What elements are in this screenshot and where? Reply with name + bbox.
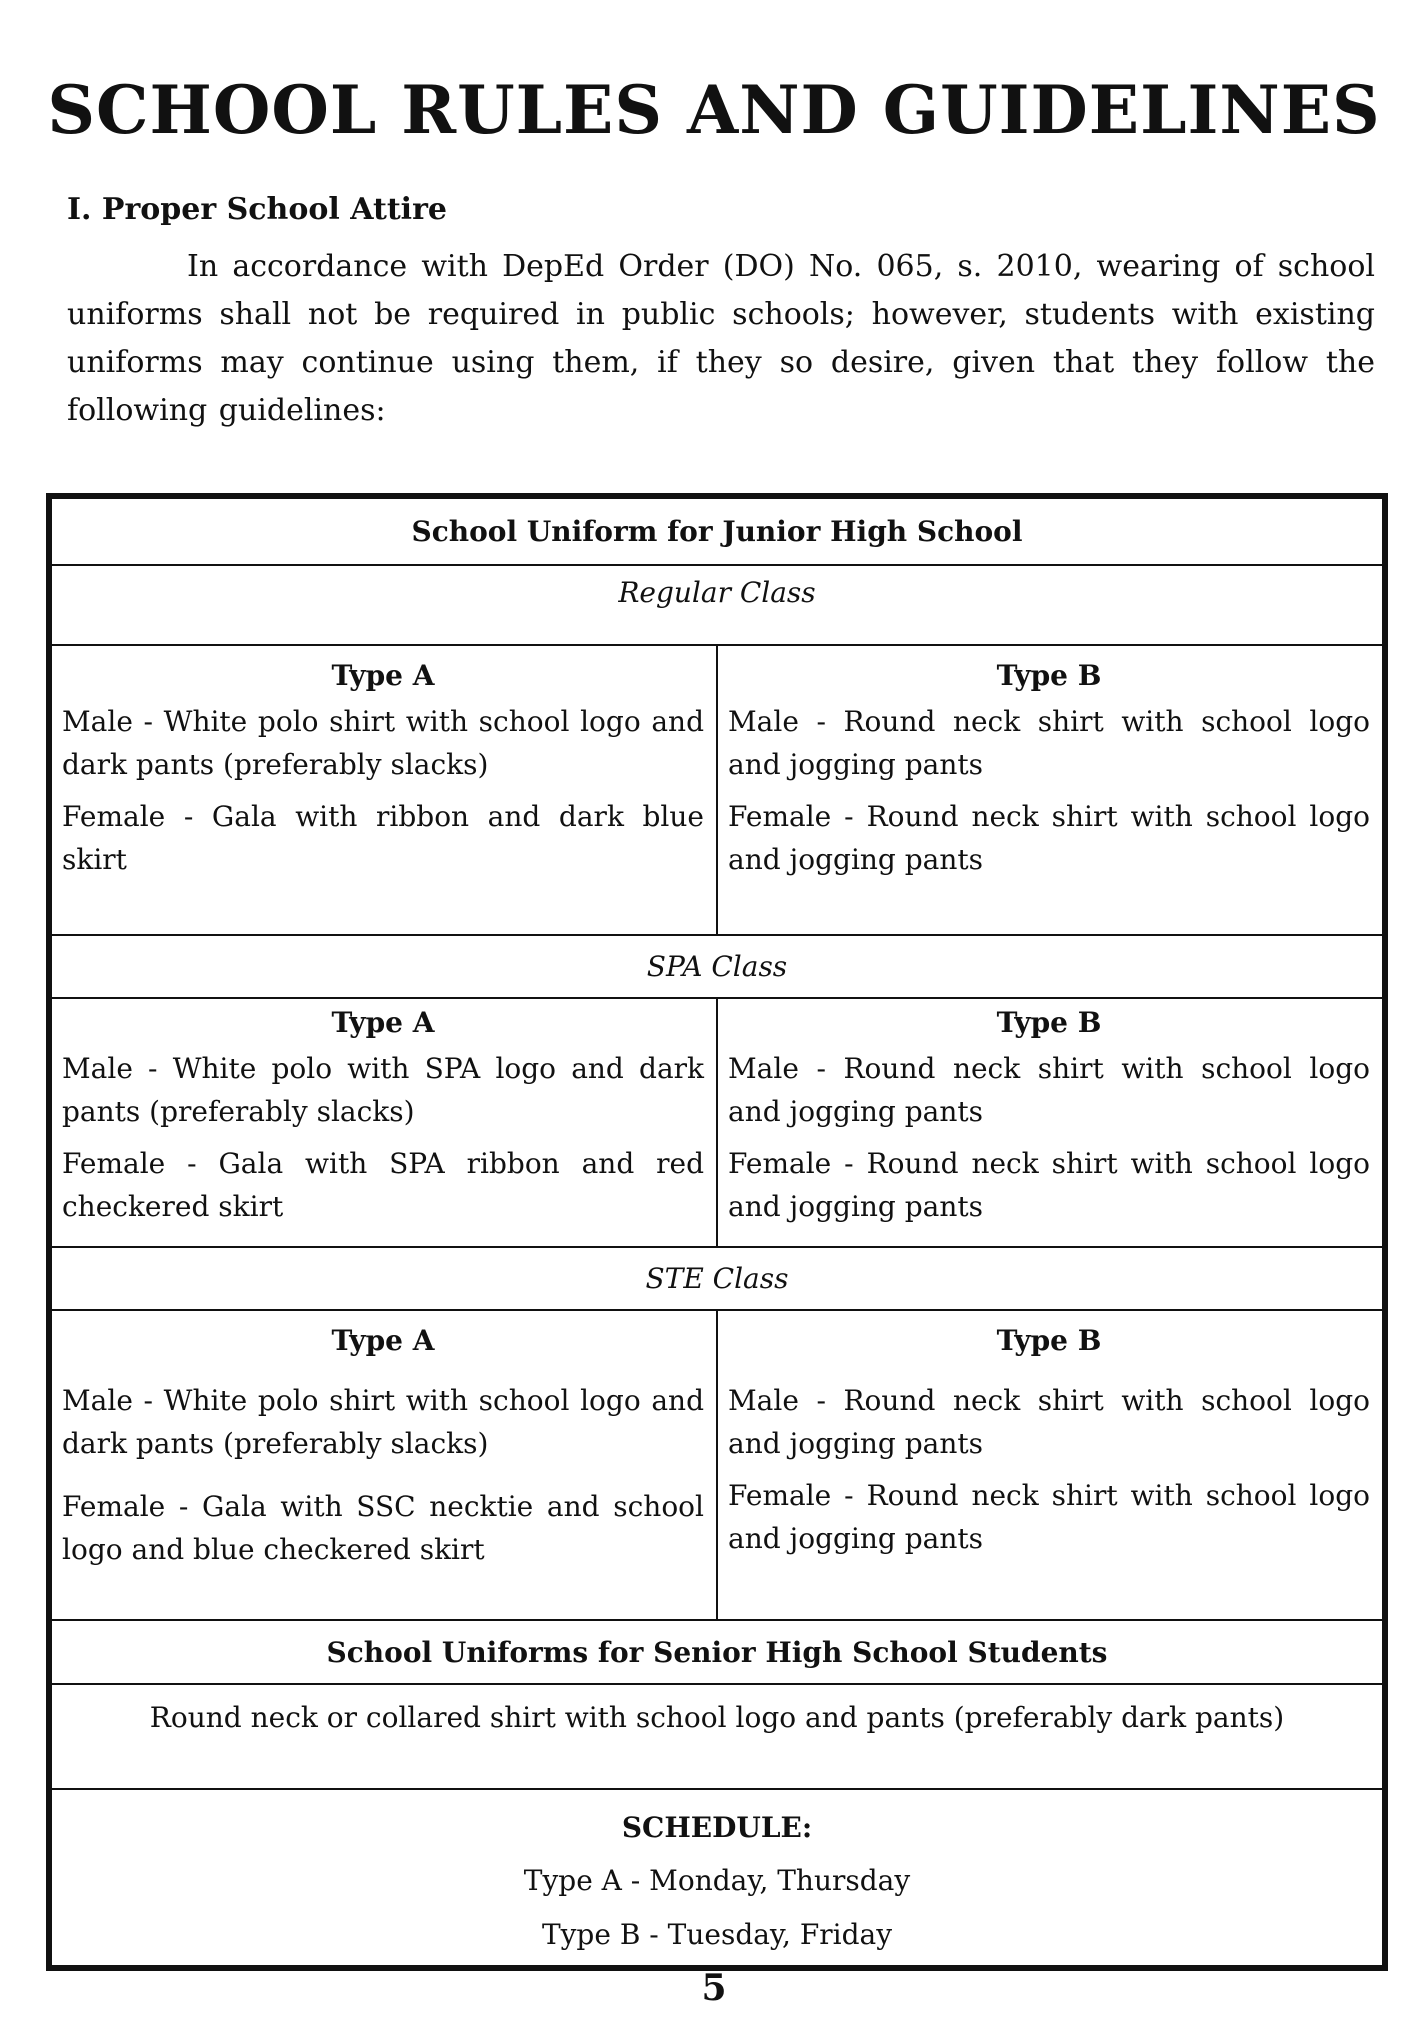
section-heading: I. Proper School Attire: [67, 192, 447, 227]
type-a-label: Type A: [331, 1006, 435, 1039]
jhs-header: School Uniform for Junior High School: [411, 515, 1023, 548]
type-a-male: Male - White polo with SPA logo and dark pants (preferably slacks): [62, 1052, 704, 1128]
type-b-female: Female - Round neck shirt with school logo and jogging pants: [728, 1479, 1370, 1555]
type-b-label: Type B: [996, 659, 1102, 692]
class-row-ste: [52, 1248, 1382, 1311]
type-a-female: Female - Gala with SSC necktie and school logo and blue checkered skirt: [62, 1490, 704, 1566]
class-name-spa: SPA Class: [646, 950, 788, 983]
type-a-label: Type A: [331, 1324, 435, 1357]
type-b-female: Female - Round neck shirt with school logo and jogging pants: [728, 1147, 1370, 1223]
type-a-cell-regular: [52, 646, 716, 934]
types-row-spa: [52, 999, 1382, 1248]
schedule-type-a: Type A - Monday, Thursday: [523, 1864, 911, 1897]
class-name-regular: Regular Class: [618, 576, 816, 609]
type-b-female: Female - Round neck shirt with school logo and jogging pants: [728, 800, 1370, 876]
type-b-cell-spa: [716, 999, 1382, 1246]
type-a-male: Male - White polo shirt with school logo and dark pants (preferably slacks): [62, 1384, 704, 1460]
shs-text: Round neck or collared shirt with school logo and pants (preferably dark pants): [149, 1701, 1285, 1734]
type-b-male: Male - Round neck shirt with school logo and jogging pants: [728, 1384, 1370, 1460]
type-b-label: Type B: [996, 1006, 1102, 1039]
type-b-cell-regular: [716, 646, 1382, 934]
type-b-label: Type B: [996, 1324, 1102, 1357]
type-b-male: Male - Round neck shirt with school logo and jogging pants: [728, 1052, 1370, 1128]
intro-paragraph: In accordance with DepEd Order (DO) No. 065, s. 2010, wearing of school uniforms shall not be required in public schools; however, students with existing uniforms may continue using them, if they so desire, given that they follow the following guidelines:: [67, 249, 1375, 428]
type-b-cell-ste: [716, 1311, 1382, 1619]
type-a-male: Male - White polo shirt with school logo and dark pants (preferably slacks): [62, 705, 704, 781]
schedule-type-b: Type B - Tuesday, Friday: [541, 1918, 893, 1951]
shs-text-row: [52, 1685, 1382, 1790]
type-b-male: Male - Round neck shirt with school logo and jogging pants: [728, 705, 1370, 781]
class-row-regular: [52, 566, 1382, 646]
type-a-cell-ste: [52, 1311, 716, 1619]
class-row-spa: [52, 936, 1382, 999]
types-row-regular: [52, 646, 1382, 936]
page-number: 5: [701, 1967, 727, 2009]
type-a-female: Female - Gala with SPA ribbon and red checkered skirt: [62, 1147, 704, 1223]
type-a-label: Type A: [331, 659, 435, 692]
types-row-ste: [52, 1311, 1382, 1621]
class-name-ste: STE Class: [645, 1262, 789, 1295]
jhs-header-row: [52, 499, 1382, 566]
shs-header-row: [52, 1621, 1382, 1685]
type-a-female: Female - Gala with ribbon and dark blue skirt: [62, 800, 704, 876]
uniform-table: [46, 493, 1388, 1971]
shs-header: School Uniforms for Senior High School Students: [326, 1635, 1108, 1669]
schedule-title: SCHEDULE:: [621, 1811, 813, 1844]
schedule-row: [52, 1790, 1382, 1965]
page-title: SCHOOL RULES AND GUIDELINES: [47, 71, 1381, 149]
type-a-cell-spa: [52, 999, 716, 1246]
